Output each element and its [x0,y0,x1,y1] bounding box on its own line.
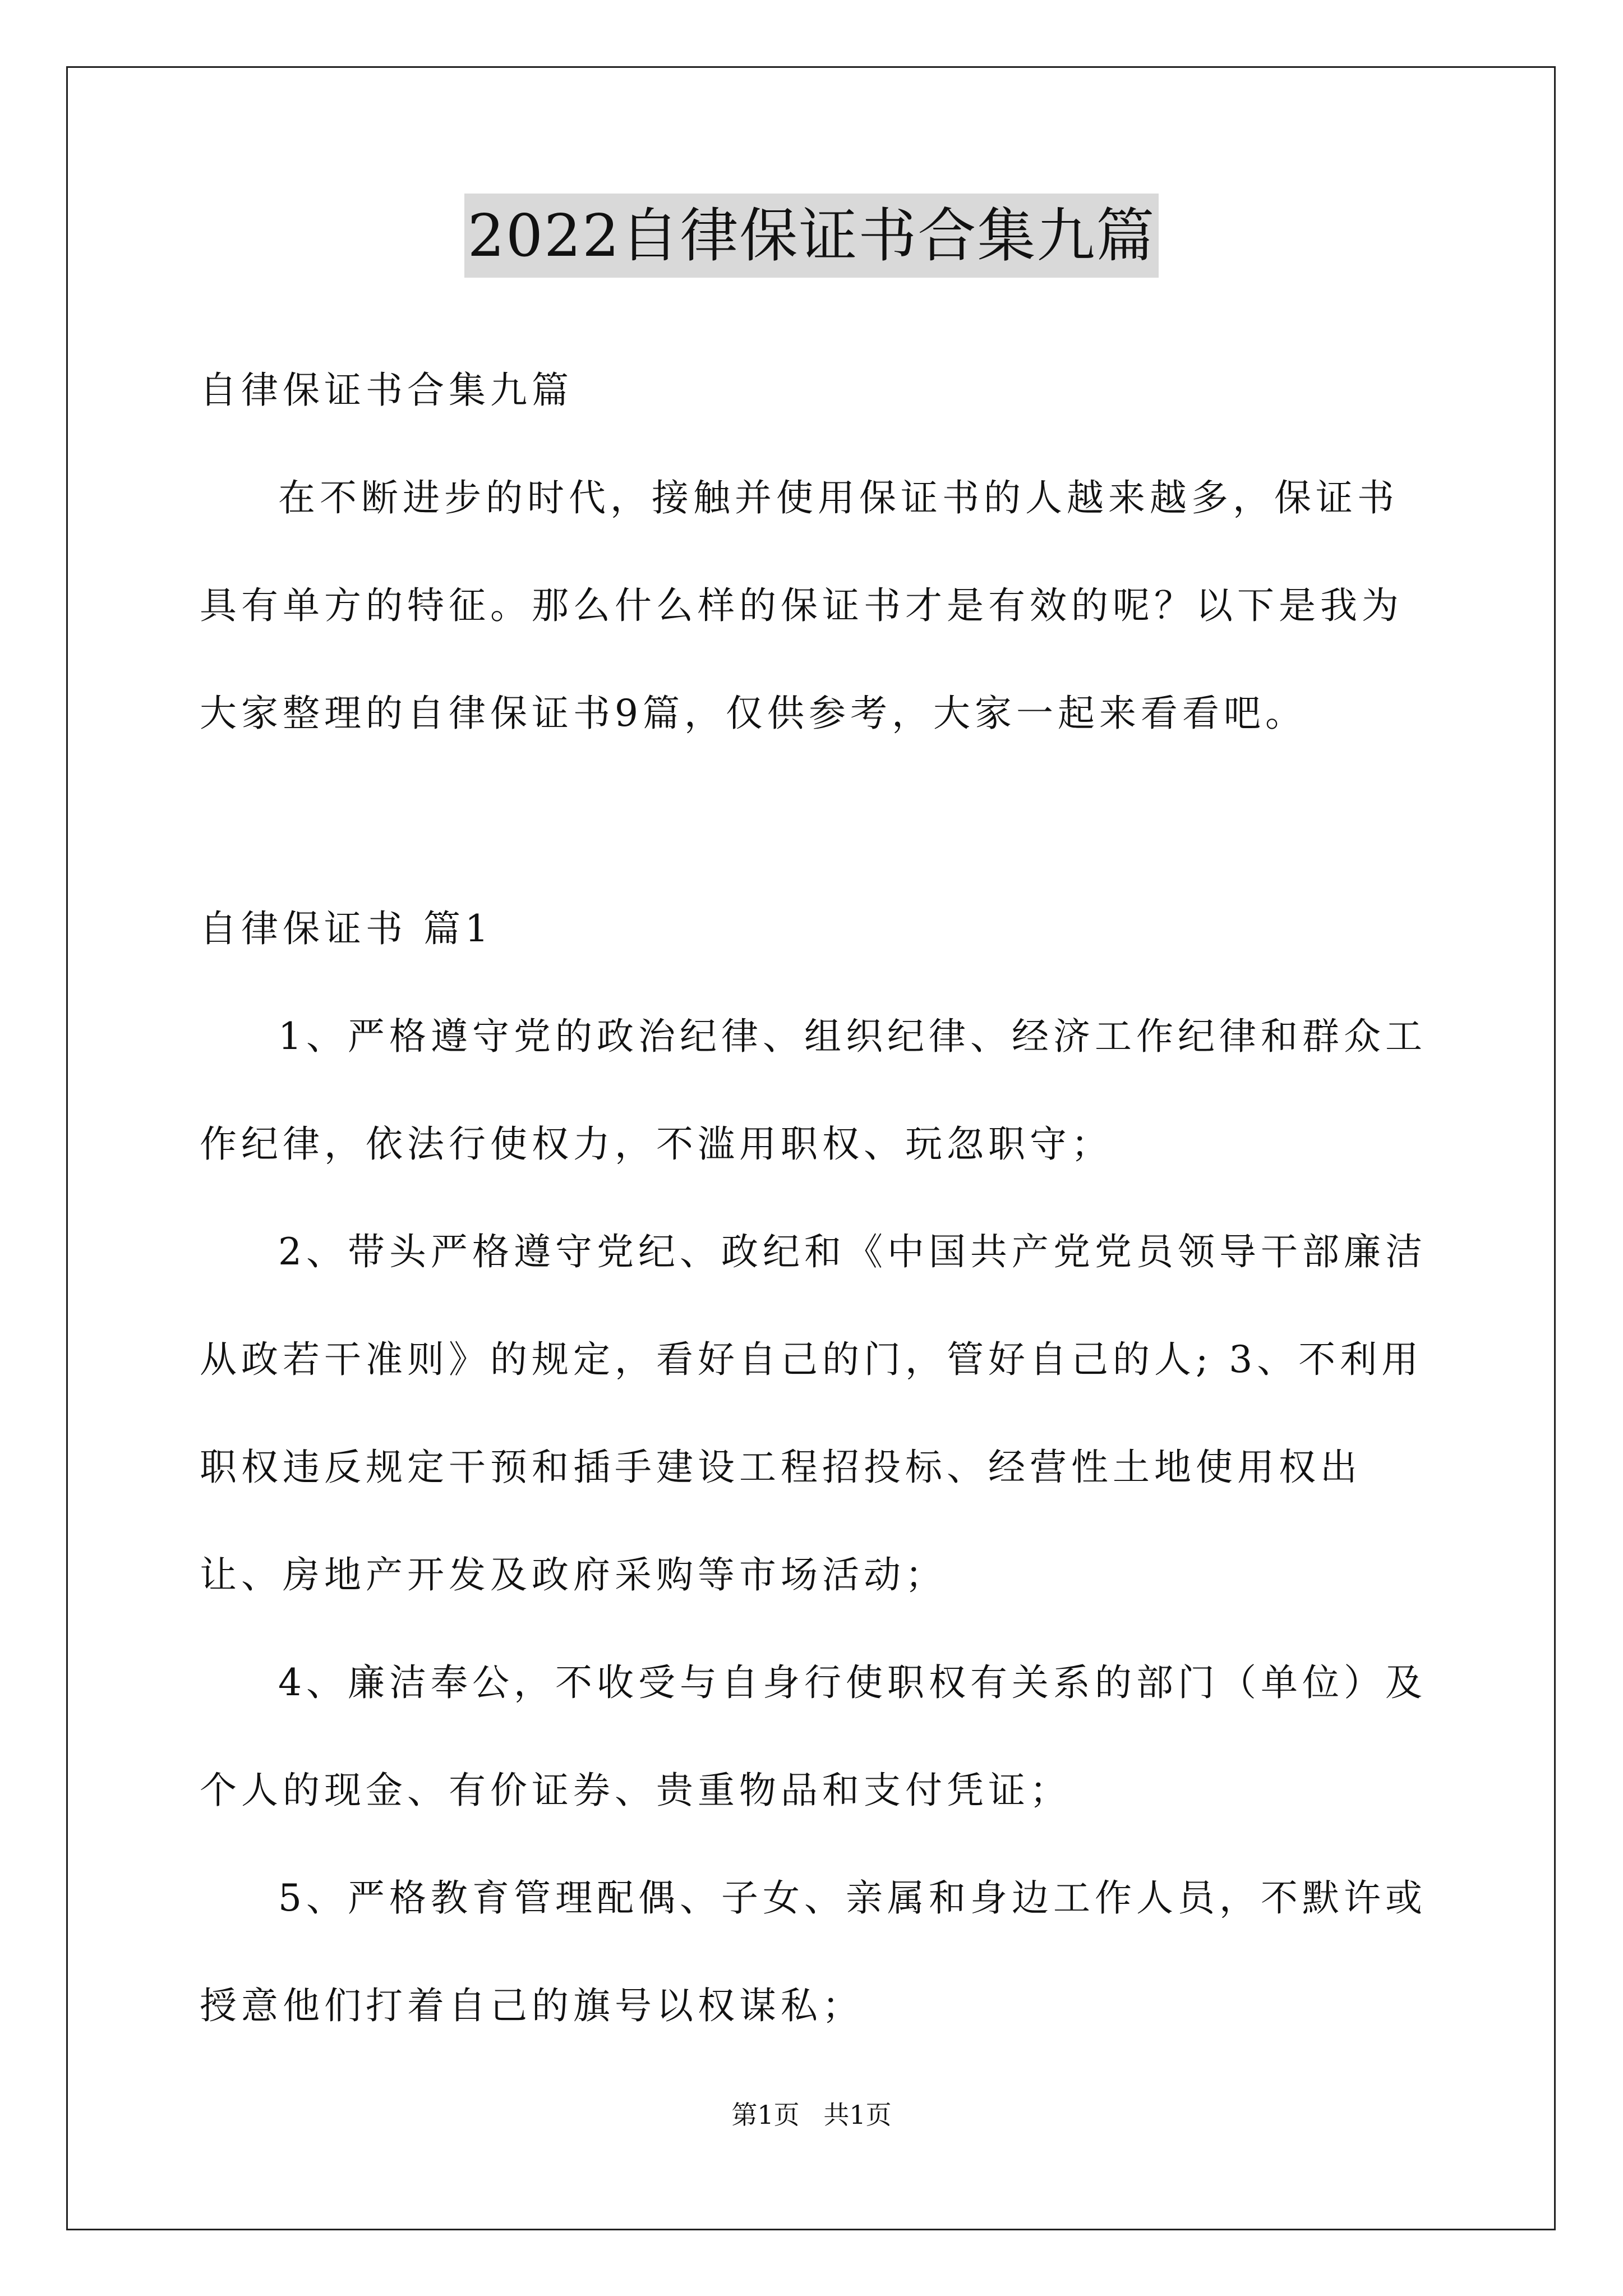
page-number-total: 共1页 [823,2100,892,2130]
clause-4-paragraph: 4、廉洁奉公，不收受与自身行使职权有关系的部门（单位）及个人的现金、有价证券、贵重物品和支付凭证； [200,1661,1427,1812]
clause-5-paragraph: 5、严格教育管理配偶、子女、亲属和身边工作人员，不默许或授意他们打着自己的旗号以权谋私； [200,1876,1427,2027]
intro-paragraph: 在不断进步的时代，接触并使用保证书的人越来越多，保证书具有单方的特征。那么什么样的保证书才是有效的呢？以下是我为大家整理的自律保证书9篇，仅供参考，大家一起来看看吧。 [200,476,1403,735]
page-footer [0,2098,1623,2132]
clause-1-paragraph: 1、严格遵守党的政治纪律、组织纪律、经济工作纪律和群众工作纪律，依法行使权力，不滥用职权、玩忽职守； [200,1015,1427,1166]
clause-2-3-paragraph: 2、带头严格遵守党纪、政纪和《中国共产党党员领导干部廉洁从政若干准则》的规定，看好自己的门，管好自己的人; 3、不利用职权违反规定干预和插手建设工程招投标、经营性土地使用权出让、房地产开发及政府采购等市场活动； [200,1230,1427,1596]
page-number-current: 第1页 [731,2100,800,2130]
document-body [200,337,1428,2060]
title-container [0,194,1623,278]
document-title: 2022自律保证书合集九篇 [464,194,1159,278]
subtitle-paragraph: 自律保证书合集九篇 [200,369,573,412]
section-heading: 自律保证书 篇1 [200,907,493,950]
